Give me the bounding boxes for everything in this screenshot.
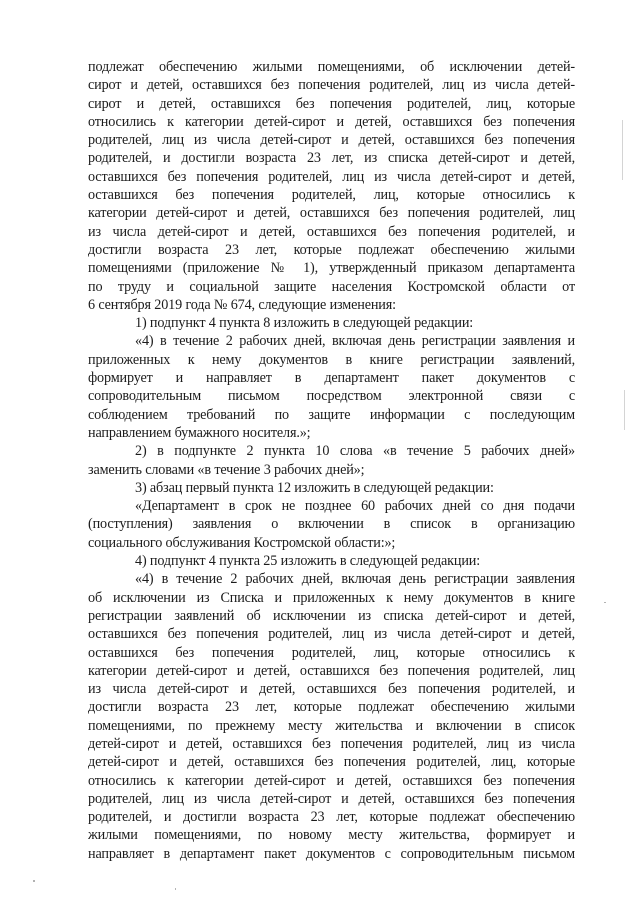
text-line: оставшихся без попечения родителей, лиц, которые относились к xyxy=(88,644,575,661)
text-line: «4) в течение 2 рабочих дней, включая день регистрации заявления и xyxy=(135,333,575,350)
text-line: родителей, и достигли возраста 23 лет, из списка детей-сирот и детей, xyxy=(88,150,575,167)
text-line: 4) подпункт 4 пункта 25 изложить в следующей редакции: xyxy=(135,553,481,570)
document-body-text xyxy=(88,58,575,863)
text-line: заменить словами «в течение 3 рабочих дней»; xyxy=(88,461,365,478)
text-line: родителей, и достигли возраста 23 лет, которые подлежат обеспечению xyxy=(88,809,575,826)
text-line: родителей, лиц из числа детей-сирот и детей, оставшихся без попечения xyxy=(88,790,575,807)
text-line: сирот и детей, оставшихся без попечения родителей, лиц, которые xyxy=(88,95,575,112)
text-line: соблюдением требований по защите информации с последующим xyxy=(88,406,575,423)
text-line: подлежат обеспечению жилыми помещениями, об исключении детей- xyxy=(88,59,575,75)
scan-speck xyxy=(604,602,606,603)
text-line: по труду и социальной защите населения Костромской области от xyxy=(88,278,575,295)
text-line: формирует и направляет в департамент пакет документов с xyxy=(88,370,575,387)
margin-scan-line xyxy=(624,390,625,430)
text-line: «Департамент в срок не позднее 60 рабочих дней со дня подачи xyxy=(135,498,575,515)
text-line: родителей, лиц из числа детей-сирот и детей, оставшихся без попечения xyxy=(88,132,575,149)
text-line: оставшихся без попечения родителей, лиц из числа детей-сирот и детей, xyxy=(88,168,575,185)
text-line: сопроводительным письмом посредством электронной связи с xyxy=(88,388,575,405)
text-line: 3) абзац первый пункта 12 изложить в следующей редакции: xyxy=(135,479,494,496)
text-line: категории детей-сирот и детей, оставшихся без попечения родителей, лиц xyxy=(88,205,575,222)
scan-speck xyxy=(33,880,35,882)
scan-margin-stamp xyxy=(622,8,630,44)
text-line: помещениями (приложение № 1), утвержденный приказом департамента xyxy=(88,260,575,277)
text-line: помещениями, по прежнему месту жительства и включении в список xyxy=(88,717,575,734)
text-line: сирот и детей, оставшихся без попечения родителей, лиц из числа детей- xyxy=(88,77,575,94)
text-line: категории детей-сирот и детей, оставшихся без попечения родителей, лиц xyxy=(88,662,575,679)
text-line: об исключении из Списка и приложенных к нему документов в книге xyxy=(88,589,575,606)
text-line: оставшихся без попечения родителей, лиц, которые относились к xyxy=(88,187,575,204)
text-line: «4) в течение 2 рабочих дней, включая день регистрации заявления xyxy=(135,571,575,588)
text-line: из числа детей-сирот и детей, оставшихся без попечения родителей, и xyxy=(88,223,575,240)
text-line: социального обслуживания Костромской области:»; xyxy=(88,534,396,551)
text-line: из числа детей-сирот и детей, оставшихся без попечения родителей, и xyxy=(88,681,575,698)
text-line: регистрации заявлений об исключении из списка детей-сирот и детей, xyxy=(88,607,575,624)
text-line: направляет в департамент пакет документов с сопроводительным письмом xyxy=(88,845,575,862)
text-line: (поступления) заявления о включении в список в организацию xyxy=(88,516,575,533)
scan-speck xyxy=(175,888,176,890)
text-line: достигли возраста 23 лет, которые подлежат обеспечению жилыми xyxy=(88,241,575,258)
text-line: относились к категории детей-сирот и детей, оставшихся без попечения xyxy=(88,113,575,130)
text-line: достигли возраста 23 лет, которые подлежат обеспечению жилыми xyxy=(88,699,575,716)
text-line: направлением бумажного носителя.»; xyxy=(88,424,311,441)
margin-scan-line xyxy=(622,120,623,180)
text-line: жилыми помещениями, по новому месту жительства, формирует и xyxy=(88,827,575,844)
text-line: приложенных к нему документов в книге регистрации заявлений, xyxy=(88,351,575,368)
text-line: 2) в подпункте 2 пункта 10 слова «в течение 5 рабочих дней» xyxy=(135,443,575,460)
text-line: 1) подпункт 4 пункта 8 изложить в следующей редакции: xyxy=(135,315,474,332)
text-line: относились к категории детей-сирот и детей, оставшихся без попечения xyxy=(88,772,575,789)
text-line: 6 сентября 2019 года № 674, следующие изменения: xyxy=(88,296,396,313)
text-line: оставшихся без попечения родителей, лиц из числа детей-сирот и детей, xyxy=(88,626,575,643)
text-line: детей-сирот и детей, оставшихся без попечения родителей, лиц, которые xyxy=(88,754,575,771)
text-line: детей-сирот и детей, оставшихся без попечения родителей, лиц из числа xyxy=(88,735,575,752)
